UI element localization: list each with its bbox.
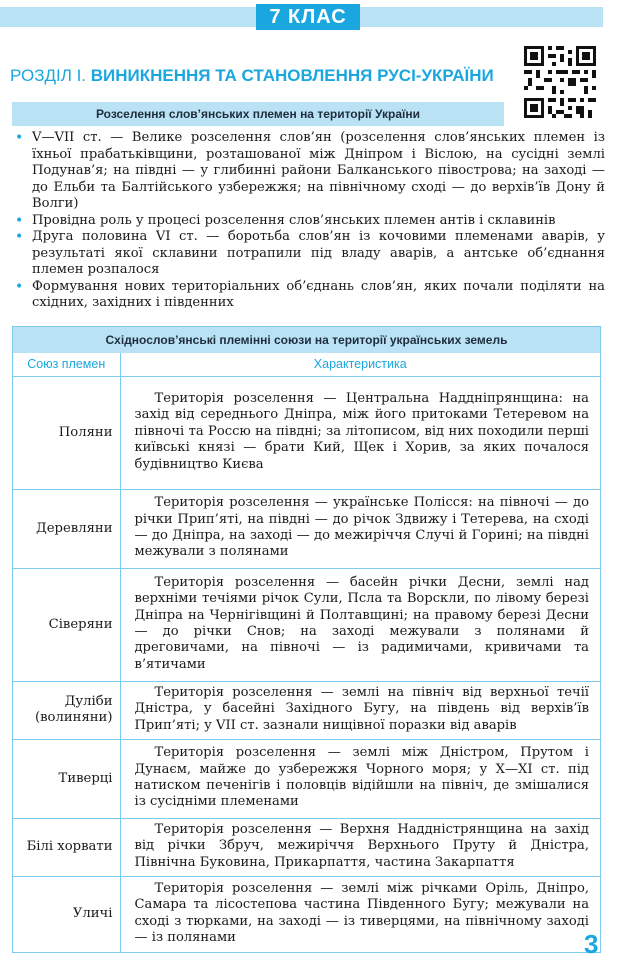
union-description-text: Територія розселення — українське Полісся: на півночі — до річки Прип’яті, на півдні — до річок Здвижу і Тетерева, на сході — до Дніпра, на заході — до межиріччя Случі й Горині; на півдні межували з полянами <box>134 495 589 560</box>
list-item <box>13 279 605 312</box>
union-description <box>120 739 600 818</box>
union-name: Сіверяни <box>13 568 120 681</box>
section-title: ВИНИКНЕННЯ ТА СТАНОВЛЕННЯ РУСІ-УКРАЇНИ <box>90 66 494 85</box>
section-prefix: РОЗДІЛ І. <box>10 66 87 85</box>
union-description <box>120 489 600 568</box>
list-item <box>13 229 605 279</box>
list-item <box>13 213 605 230</box>
table-row <box>13 681 600 739</box>
qr-code-icon[interactable] <box>520 42 600 122</box>
bullet-list <box>13 130 605 312</box>
table-body <box>13 353 600 952</box>
union-name: Тиверці <box>13 739 120 818</box>
list-item-text: V—VII ст. — Велике розселення слов’ян (розселення слов’янських племен із їхньої прабатьківщини, розташованої між Дніпром і Віслою, на сусідні землі Подунав’я; на півдні — у глибинні райони Балканського півострова; на заході — до Ельби та Балтійського узбережжя; на північному сході — до верхів’їв Дону й Волги) <box>32 130 605 211</box>
page-number: 3 <box>584 929 599 959</box>
column-header-description: Характеристика <box>120 353 600 376</box>
bullet-dot-icon: • <box>15 229 24 245</box>
union-name: Уличі <box>13 876 120 952</box>
list-item-text: Формування нових територіальних об’єднань слов’ян, яких почали поділяти на східних, західних і південних <box>32 278 605 310</box>
section-heading <box>10 66 494 86</box>
union-description <box>120 376 600 489</box>
union-description-text: Територія розселення — землі між Дністром, Прутом і Дунаєм, майже до узбережжя Чорного моря; у Х—ХІ ст. під натиском печенігів і половців відійшли на північ, де змішалися із сусідніми племенами <box>134 745 589 810</box>
union-name: Поляни <box>13 376 120 489</box>
class-label: 7 КЛАС <box>256 4 360 30</box>
union-description-text: Територія розселення — землі між річками Оріль, Дніпро, Самара та лісостепова частина Південного Бугу; межували на сході з тюрками, на заході — із тиверцями, на північному заході — із полянами <box>134 880 589 946</box>
column-header-union: Союз племен <box>13 353 120 376</box>
union-name: Дуліби (волиняни) <box>13 681 120 739</box>
list-item <box>13 130 605 213</box>
table-row <box>13 376 600 489</box>
table-row <box>13 876 600 952</box>
bullet-dot-icon: • <box>15 278 24 295</box>
union-description <box>120 818 600 876</box>
union-description-text: Територія розселення — Верхня Наддністрянщина на захід від річки Збруч, межиріччя Верхнього Пруту й Дністра, Північна Буковина, Прикарпаття, частина Закарпаття <box>134 821 589 870</box>
table-title: Східнослов’янські племінні союзи на території українських земель <box>13 327 600 353</box>
union-description <box>120 568 600 681</box>
list-item-text: Провідна роль у процесі розселення слов’янських племен антів і склавинів <box>32 212 556 228</box>
tribes-table <box>12 326 601 953</box>
list-item-text: Друга половина VI ст. — боротьба слов’ян із кочовими племенами аварів, у результаті якої склавини потрапили під владу аварів, а антське об’єднання племен розпалося <box>32 229 605 277</box>
union-description-text: Територія розселення — басейн річки Десни, землі над верхніми течіями річок Сули, Псла та Ворскли, по лівому березі Дніпра на Чернігівщині й Полтавщині; на правому березі Десни — до річки Снов; на заході межували з полянами й дреговичами, на півночі — із радимичами, кривичами та в’ятичами <box>134 574 589 672</box>
union-description <box>120 876 600 952</box>
table-row <box>13 568 600 681</box>
band-title: Розселення слов’янських племен на території України <box>12 102 504 126</box>
bullet-dot-icon: • <box>15 212 24 229</box>
union-description-text: Територія розселення — землі на північ від верхньої течії Дністра, у басейні Західного Бугу, на південь від верхів’їв Прип’яті; у VII ст. зазнали нищівної поразки від аварів <box>134 684 589 733</box>
union-name: Білі хорвати <box>13 818 120 876</box>
union-description-text: Територія розселення — Центральна Наддніпрянщина: на захід від середнього Дніпра, між його притоками Тетеревом на півночі та Россю на півдні; за літописом, від них походили перші київські князі — брати Кий, Щек і Хорив, за яких почалося будівництво Києва <box>134 390 589 472</box>
bullet-dot-icon: • <box>15 130 24 146</box>
table-row <box>13 489 600 568</box>
union-name: Деревляни <box>13 489 120 568</box>
table-row <box>13 818 600 876</box>
qr-code-graphic <box>520 42 600 122</box>
union-description <box>120 681 600 739</box>
table-header-row <box>13 353 600 376</box>
table-row <box>13 739 600 818</box>
